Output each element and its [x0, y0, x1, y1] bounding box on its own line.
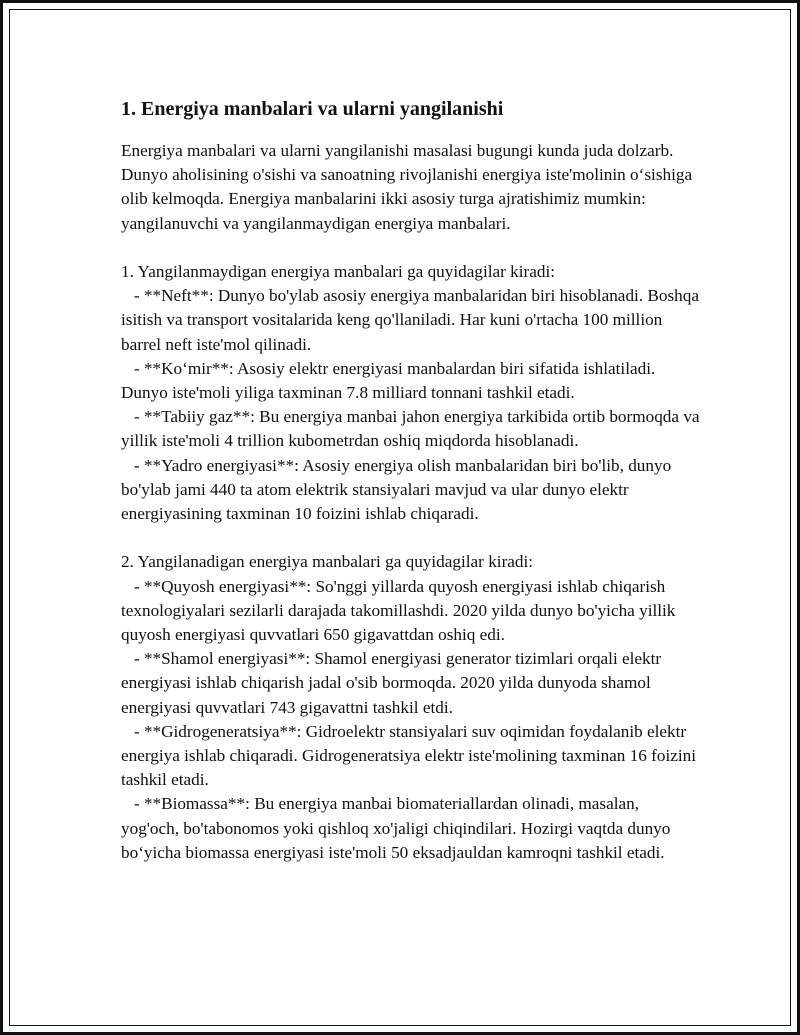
document-title: 1. Energiya manbalari va ularni yangilanishi	[121, 98, 504, 120]
section-2-item-biomass: - **Biomassa**: Bu energiya manbai biomateriallardan olinadi, masalan, yog'och, bo'tabonomos yoki qishloq xo'jaligi chiqindilari. Hozirgi vaqtda dunyo bo‘yicha biomassa energiyasi iste'moli 50 eksadjauldan kamroqni tashkil etadi.	[121, 794, 675, 862]
section-1-item-nuclear: - **Yadro energiyasi**: Asosiy energiya olish manbalaridan biri bo'lib, dunyo bo'ylab jami 440 ta atom elektrik stansiyalari mavjud va ular dunyo elektr energiyasining taxminan 10 foizini ishlab chiqaradi.	[121, 455, 676, 524]
intro-paragraph: Energiya manbalari va ularni yangilanishi masalasi bugungi kunda juda dolzarb. Dunyo aholisining o'sishi va sanoatning rivojlanishi energiya iste'molinin o‘sishiga olib kelmoqda. Energiya manbalarini ikki asosiy turga ajratishimiz mumkin: yangilanuvchi va yangilanmaydigan energiya manbalari.	[121, 141, 697, 233]
section-2-item-wind: - **Shamol energiyasi**: Shamol energiyasi generator tizimlari orqali elektr energiyasi ishlab chiqarish jadal o'sib bormoqda. 2020 yilda dunyoda shamol energiyasi quvvatlari 743 gigavattni tashkil etdi.	[121, 649, 666, 717]
document-content	[121, 95, 704, 865]
section-1-heading: 1. Yangilanmaydigan energiya manbalari ga quyidagilar kiradi:	[121, 262, 556, 281]
paragraph-gap	[121, 526, 701, 550]
section-1-item-oil: - **Neft**: Dunyo bo'ylab asosiy energiya manbalaridan biri hisoblanadi. Boshqa isitish va transport vositalarida keng qo'llaniladi. Har kuni o'rtacha 100 million barrel neft iste'mol qilinadi.	[121, 286, 704, 354]
section-2-heading: 2. Yangilanadigan energiya manbalari ga quyidagilar kiradi:	[121, 552, 534, 572]
section-1-item-natural-gas: - **Tabiiy gaz**: Bu energiya manbai jahon energiya tarkibida ortib bormoqda va yillik iste'moli 4 trillion kubometrdan oshiq miqdorda hisoblanadi.	[121, 407, 704, 451]
section-2-item-solar: - **Quyosh energiyasi**: So'nggi yillarda quyosh energiyasi ishlab chiqarish texnologiyalari sezilarli darajada takomillashdi. 2020 yilda dunyo bo'yicha yillik quyosh energiyasi quvvatlari 650 gigavattdan oshiq edi.	[121, 576, 680, 645]
paragraph-gap	[121, 236, 701, 260]
section-2-item-hydro: - **Gidrogeneratsiya**: Gidroelektr stansiyalari suv oqimidan foydalanib elektr energiya ishlab chiqaradi. Gidrogeneratsiya elektr iste'molining taxminan 16 foizini tashkil etadi.	[121, 721, 701, 790]
section-1-item-coal: - **Ko‘mir**: Asosiy elektr energiyasi manbalardan biri sifatida ishlatiladi. Dunyo iste'moli yiliga taxminan 7.8 milliard tonnani tashkil etadi.	[121, 358, 660, 403]
